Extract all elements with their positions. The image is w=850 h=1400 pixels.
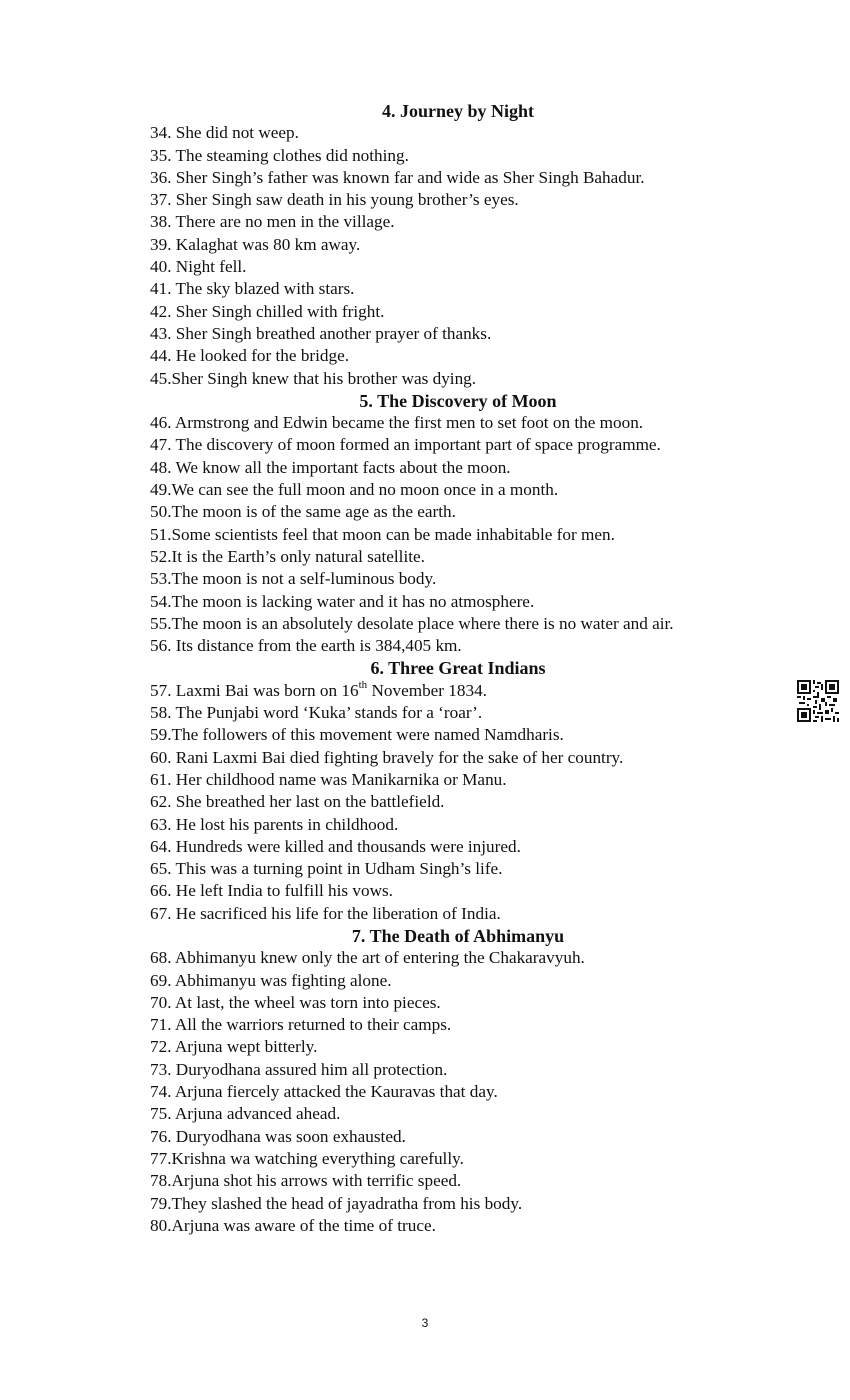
answer-line: 34. She did not weep. xyxy=(150,123,299,143)
section-three-great-indians xyxy=(150,657,750,925)
answer-line-tail: November 1834. xyxy=(367,680,487,700)
answer-line: 67. He sacrificed his life for the liberation of India. xyxy=(150,903,501,923)
answer-line: 64. Hundreds were killed and thousands were injured. xyxy=(150,836,521,856)
answer-line: 49.We can see the full moon and no moon once in a month. xyxy=(150,480,559,500)
answer-line: 73. Duryodhana assured him all protection. xyxy=(150,1059,448,1079)
answer-line: 74. Arjuna fiercely attacked the Kauravas that day. xyxy=(150,1082,498,1102)
answer-line: 53.The moon is not a self-luminous body. xyxy=(150,569,437,589)
answer-line: 72. Arjuna wept bitterly. xyxy=(150,1037,318,1057)
answer-line: 65. This was a turning point in Udham Singh’s life. xyxy=(150,859,503,879)
answer-line: 43. Sher Singh breathed another prayer of thanks. xyxy=(150,323,492,343)
answer-line: 56. Its distance from the earth is 384,405 km. xyxy=(150,636,462,656)
answer-line: 55.The moon is an absolutely desolate place where there is no water and air. xyxy=(150,613,674,633)
answer-line: 51.Some scientists feel that moon can be made inhabitable for men. xyxy=(150,524,615,544)
answer-line: 75. Arjuna advanced ahead. xyxy=(150,1104,341,1124)
answer-line: 76. Duryodhana was soon exhausted. xyxy=(150,1126,406,1146)
document-body xyxy=(150,100,750,1237)
section-death-of-abhimanyu xyxy=(150,925,750,1237)
answer-line: 77.Krishna wa watching everything carefully. xyxy=(150,1148,464,1168)
answer-line: 38. There are no men in the village. xyxy=(150,212,395,232)
answer-line: 36. Sher Singh’s father was known far and wide as Sher Singh Bahadur. xyxy=(150,167,645,187)
answer-line: 44. He looked for the bridge. xyxy=(150,346,350,366)
answer-line: 78.Arjuna shot his arrows with terrific speed. xyxy=(150,1171,462,1191)
answer-line: 54.The moon is lacking water and it has no atmosphere. xyxy=(150,591,535,611)
ordinal-suffix: th xyxy=(358,678,368,691)
section-title: 7. The Death of Abhimanyu xyxy=(351,925,565,946)
section-discovery-of-moon xyxy=(150,390,750,658)
answer-line-text: 57. Laxmi Bai was born on 16 xyxy=(150,680,359,700)
answer-line: 61. Her childhood name was Manikarnika or Manu. xyxy=(150,769,507,789)
answer-line: 66. He left India to fulfill his vows. xyxy=(150,881,393,901)
answer-line: 48. We know all the important facts about the moon. xyxy=(150,457,511,477)
answer-line: 40. Night fell. xyxy=(150,257,247,277)
answer-line: 70. At last, the wheel was torn into pieces. xyxy=(150,992,441,1012)
answer-line: 37. Sher Singh saw death in his young brother’s eyes. xyxy=(150,190,519,210)
answer-line: 80.Arjuna was aware of the time of truce. xyxy=(150,1215,436,1235)
answer-line: 59.The followers of this movement were named Namdharis. xyxy=(150,725,564,745)
answer-line: 39. Kalaghat was 80 km away. xyxy=(150,234,361,254)
answer-line: 58. The Punjabi word ‘Kuka’ stands for a ‘roar’. xyxy=(150,703,483,723)
section-title: 5. The Discovery of Moon xyxy=(359,390,557,411)
answer-line: 71. All the warriors returned to their camps. xyxy=(150,1015,452,1035)
answer-line: 42. Sher Singh chilled with fright. xyxy=(150,301,385,321)
answer-line: 68. Abhimanyu knew only the art of entering the Chakaravyuh. xyxy=(150,948,585,968)
answer-line: 46. Armstrong and Edwin became the first men to set foot on the moon. xyxy=(150,413,644,433)
qr-code-icon xyxy=(797,680,839,722)
section-journey-by-night xyxy=(150,100,750,390)
answer-line: 47. The discovery of moon formed an important part of space programme. xyxy=(150,435,661,455)
answer-line: 79.They slashed the head of jayadratha from his body. xyxy=(150,1193,523,1213)
answer-line: 60. Rani Laxmi Bai died fighting bravely for the sake of her country. xyxy=(150,747,624,767)
answer-line xyxy=(150,680,750,702)
answer-line: 41. The sky blazed with stars. xyxy=(150,279,355,299)
answer-line: 52.It is the Earth’s only natural satellite. xyxy=(150,546,425,566)
section-title: 6. Three Great Indians xyxy=(370,658,546,679)
answer-line: 62. She breathed her last on the battlefield. xyxy=(150,792,445,812)
answer-line: 69. Abhimanyu was fighting alone. xyxy=(150,970,392,990)
page-number: 3 xyxy=(421,1316,429,1330)
answer-line: 50.The moon is of the same age as the earth. xyxy=(150,502,456,522)
answer-line: 45.Sher Singh knew that his brother was dying. xyxy=(150,368,477,388)
answer-line: 63. He lost his parents in childhood. xyxy=(150,814,399,834)
answer-line: 35. The steaming clothes did nothing. xyxy=(150,145,409,165)
section-title: 4. Journey by Night xyxy=(381,101,534,121)
